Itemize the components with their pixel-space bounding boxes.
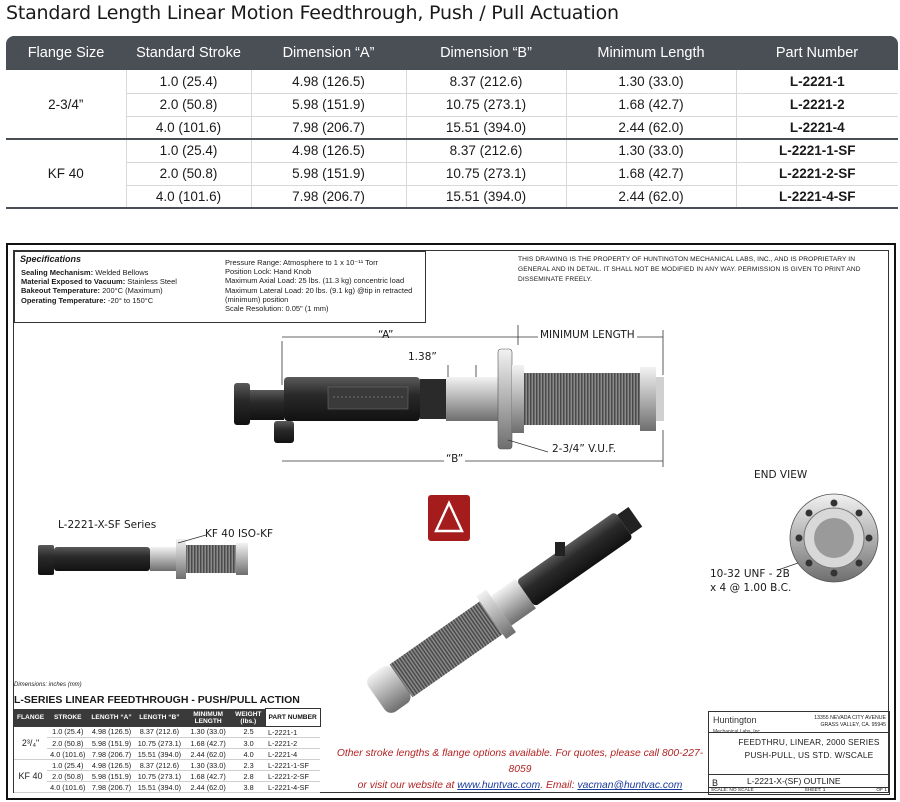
title-block [708, 711, 890, 795]
table-row [14, 749, 320, 760]
dim-b-cell: 8.37 (212.6) [406, 139, 566, 162]
table-row [6, 116, 898, 139]
stroke-cell: 2.0 (50.8) [126, 93, 251, 116]
mini-cell: 8.37 (212.6) [135, 727, 184, 738]
col-dimension-b: Dimension “B” [406, 36, 566, 70]
dim-b-cell: 10.75 (273.1) [406, 93, 566, 116]
min-length-cell: 2.44 (62.0) [566, 116, 736, 139]
col-dimension-a: Dimension “A” [251, 36, 406, 70]
mini-cell: 4.98 (126.5) [88, 727, 134, 738]
min-length-cell: 1.68 (42.7) [566, 162, 736, 185]
end-view-drawing [778, 494, 878, 582]
mini-cell: 1.30 (33.0) [184, 727, 232, 738]
col-minimum-length: Minimum Length [566, 36, 736, 70]
min-length-cell: 1.68 (42.7) [566, 93, 736, 116]
drawing-size: B [712, 778, 719, 788]
technical-drawing [6, 243, 896, 800]
contact-mid: . Email: [540, 780, 578, 791]
series-label: L-2221-X-SF Series [58, 519, 157, 531]
mini-cell: 2.0 (50.8) [47, 738, 88, 749]
company-address [814, 715, 886, 729]
spec-row: Position Lock: Hand Knob [225, 267, 312, 277]
contact-line-2 [330, 778, 710, 794]
min-length-cell: 1.30 (33.0) [566, 70, 736, 93]
mini-cell: 4.0 (101.6) [47, 782, 88, 793]
dim-b-cell: 8.37 (212.6) [406, 70, 566, 93]
part-number-cell: L-2221-1-SF [736, 139, 898, 162]
mini-cell: L-2221-4-SF [265, 782, 320, 793]
flange-vuf-label: 2-3/4” V.U.F. [552, 443, 617, 455]
dim-a-cell: 7.98 (206.7) [251, 185, 406, 208]
pdf-icon [428, 495, 470, 541]
table-row [6, 139, 898, 162]
table-row [6, 185, 898, 208]
mini-table-title: L-SERIES LINEAR FEEDTHROUGH - PUSH/PULL ACTION [14, 694, 300, 706]
spec-row: Maximum Axial Load: 25 lbs. (11.3 kg) concentric load [225, 276, 405, 286]
mini-col-stroke: STROKE [47, 709, 88, 727]
flange-cell: 2-3/4” [6, 70, 126, 139]
spec-row: Pressure Range: Atmosphere to 1 x 10⁻¹¹ Torr [225, 258, 379, 267]
scale-field: SCALE: NO SCALE [711, 788, 754, 793]
spec-row: Scale Resolution: 0.05" (1 mm) [225, 304, 329, 314]
part-number-cell: L-2221-4-SF [736, 185, 898, 208]
proprietary-notice: THIS DRAWING IS THE PROPERTY OF HUNTINGTON MECHANICAL LABS, INC., AND IS PROPRIETARY IN GENERAL AND IN DETAIL. IT SHALL NOT BE MODIFIED IN ANY WAY. PERMISSION IS GIVEN TO PRINT AND DISSEMINATE FREELY. [518, 256, 861, 283]
mini-cell: 1.68 (42.7) [184, 738, 232, 749]
dimensions-note: Dimensions: inches (mm) [14, 682, 82, 688]
mini-cell: 1.0 (25.4) [47, 727, 88, 738]
mini-cell: 10.75 (273.1) [135, 771, 184, 782]
spec-value: -20° to 150°C [107, 295, 154, 305]
table-row [14, 771, 320, 782]
mini-cell: L-2221-4 [265, 749, 320, 760]
table-row [6, 93, 898, 116]
flange-cell: KF 40 [6, 139, 126, 208]
mini-col-flange: FLANGE [14, 709, 47, 727]
spec-key: Material Exposed to Vacuum: [21, 277, 126, 287]
min-length-cell: 2.44 (62.0) [566, 185, 736, 208]
mini-cell: 2.44 (62.0) [184, 782, 232, 793]
mini-cell: 7.98 (206.7) [88, 749, 134, 760]
mini-cell: 10.75 (273.1) [135, 738, 184, 749]
mini-col-weight: WEIGHT (lbs.) [232, 709, 265, 727]
dim-a-cell: 4.98 (126.5) [251, 70, 406, 93]
mini-cell: 7.98 (206.7) [88, 782, 134, 793]
logo-subtext: Mechanical Labs, Inc. [713, 729, 762, 735]
stroke-cell: 2.0 (50.8) [126, 162, 251, 185]
title-block-divider [709, 774, 889, 775]
table-row [6, 162, 898, 185]
mini-cell: 15.51 (394.0) [135, 749, 184, 760]
stroke-cell: 1.0 (25.4) [126, 139, 251, 162]
mini-cell: 1.0 (25.4) [47, 760, 88, 771]
spec-key: Operating Temperature: [21, 295, 106, 305]
address-line-1: 13355 NEVADA CITY AVENUE [814, 715, 886, 721]
dim-b-cell: 15.51 (394.0) [406, 185, 566, 208]
col-part-number: Part Number [736, 36, 898, 70]
part-number-cell: L-2221-4 [736, 116, 898, 139]
dimension-a-label: “A” [378, 329, 394, 341]
mini-cell: 4.0 (101.6) [47, 749, 88, 760]
mini-cell: 8.37 (212.6) [135, 760, 184, 771]
mini-cell: 3.8 [232, 782, 265, 793]
spec-value: Stainless Steel [127, 277, 177, 287]
bolt-pattern-line2: x 4 @ 1.00 B.C. [710, 582, 792, 594]
mini-cell: 2.8 [232, 771, 265, 782]
spec-key: Sealing Mechanism: [21, 268, 94, 277]
min-length-cell: 1.30 (33.0) [566, 139, 736, 162]
table-row [14, 727, 320, 738]
mini-cell: 5.98 (151.9) [88, 771, 134, 782]
spec-value: 200°C (Maximum) [102, 286, 163, 296]
dim-a-cell: 5.98 (151.9) [251, 93, 406, 116]
description-line-2: PUSH-PULL, US STD. W/SCALE [744, 750, 874, 760]
mini-cell: 1.68 (42.7) [184, 771, 232, 782]
mini-cell: L-2221-2-SF [265, 771, 320, 782]
mini-cell: L-2221-1-SF [265, 760, 320, 771]
spec-table [6, 36, 898, 209]
mini-col-length-a: LENGTH “A” [88, 709, 134, 727]
table-header-row [6, 36, 898, 70]
mini-cell: 3.0 [232, 738, 265, 749]
minimum-length-label: MINIMUM LENGTH [540, 329, 635, 341]
mini-cell: L-2221-2 [265, 738, 320, 749]
end-view-label: END VIEW [754, 469, 808, 481]
description-line-1: FEEDTHRU, LINEAR, 2000 SERIES [738, 737, 880, 747]
spec-value: Welded Bellows [95, 268, 149, 277]
title-block-footer [711, 788, 887, 793]
mini-cell: 1.30 (33.0) [184, 760, 232, 771]
sheet-of-field: OF 1 [876, 788, 887, 793]
mini-cell: 5.98 (151.9) [88, 738, 134, 749]
spec-key: Bakeout Temperature: [21, 286, 101, 296]
mini-col-part-number: PART NUMBER [265, 709, 320, 727]
mini-cell: L-2221-1 [265, 727, 320, 738]
contact-line-1: Other stroke lengths & flange options available. For quotes, please call 800-227-8059 [336, 748, 704, 775]
mini-col-min-length: MINIMUM LENGTH [184, 709, 232, 727]
email-link[interactable]: vacman@huntvac.com [577, 780, 683, 791]
table-row [14, 782, 320, 793]
col-flange-size: Flange Size [6, 36, 126, 70]
mini-cell: 4.0 [232, 749, 265, 760]
mini-cell: 2.0 (50.8) [47, 771, 88, 782]
mini-cell: 2.44 (62.0) [184, 749, 232, 760]
page-title: Standard Length Linear Motion Feedthrough, Push / Pull Actuation [6, 2, 619, 24]
dim-b-cell: 10.75 (273.1) [406, 162, 566, 185]
spec-row: Maximum Lateral Load: 20 lbs. (9.1 kg) @tip in retracted [225, 285, 413, 295]
mini-header-row [14, 709, 320, 727]
mini-cell: 4.98 (126.5) [88, 760, 134, 771]
table-row [6, 70, 898, 93]
contact-info [330, 746, 710, 794]
mini-col-length-b: LENGTH “B” [135, 709, 184, 727]
table-row [14, 760, 320, 771]
title-block-divider [709, 732, 889, 733]
table-row [14, 738, 320, 749]
part-number-cell: L-2221-2 [736, 93, 898, 116]
drawing-number: L-2221-X-(SF) OUTLINE [747, 776, 841, 786]
mini-cell: 2.5 [232, 727, 265, 738]
sheet-field: SHEET: 1 [804, 788, 826, 793]
drawing-description [731, 736, 887, 762]
address-line-2: GRASS VALLEY, CA. 95945 [820, 722, 886, 728]
mini-flange-cell: KF 40 [14, 760, 47, 793]
mini-spec-table [14, 708, 321, 793]
mini-cell: 15.51 (394.0) [135, 782, 184, 793]
bolt-pattern-line1: 10-32 UNF - 2B [710, 568, 790, 580]
stroke-cell: 1.0 (25.4) [126, 70, 251, 93]
part-number-cell: L-2221-1 [736, 70, 898, 93]
kf40-label: KF 40 ISO-KF [205, 528, 273, 540]
contact-prefix: or visit our website at [357, 780, 458, 791]
dim-a-cell: 4.98 (126.5) [251, 139, 406, 162]
specifications-heading: Specifications [20, 254, 82, 264]
website-link[interactable]: www.huntvac.com [457, 780, 541, 791]
dimension-b-label: “B” [446, 453, 464, 465]
dimension-138-label: 1.38” [408, 351, 437, 363]
stroke-cell: 4.0 (101.6) [126, 116, 251, 139]
logo-text: Huntington [713, 715, 757, 725]
spec-row: (minimum) position [225, 294, 289, 304]
mini-flange-cell: 2³/₄" [14, 727, 47, 760]
dim-a-cell: 5.98 (151.9) [251, 162, 406, 185]
col-standard-stroke: Standard Stroke [126, 36, 251, 70]
stroke-cell: 4.0 (101.6) [126, 185, 251, 208]
mini-cell: 2.3 [232, 760, 265, 771]
part-number-cell: L-2221-2-SF [736, 162, 898, 185]
dim-a-cell: 7.98 (206.7) [251, 116, 406, 139]
dim-b-cell: 15.51 (394.0) [406, 116, 566, 139]
